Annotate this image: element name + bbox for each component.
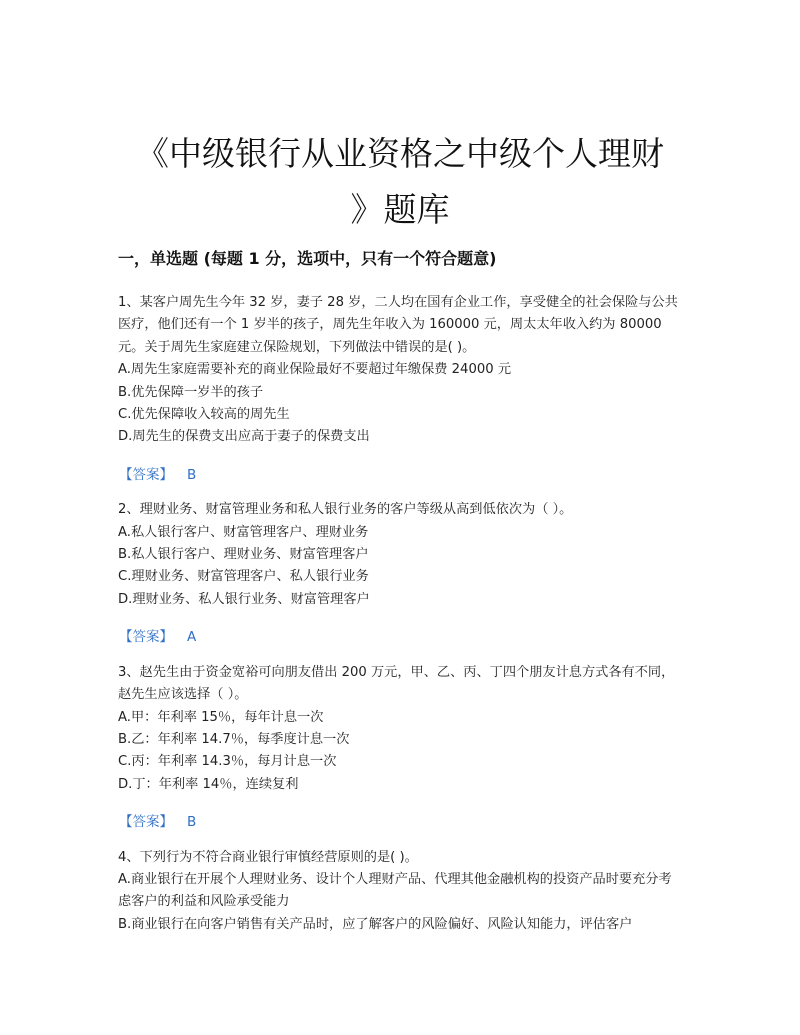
- question-stem: 4、下列行为不符合商业银行审慎经营原则的是( )。: [118, 849, 418, 865]
- question-stem: 1、某客户周先生今年 32 岁，妻子 28 岁，二人均在国有企业工作，享受健全的社会保险与公共医疗，他们还有一个 1 岁半的孩子，周先生年收入为 160000 元，周太太年收入约为 80000 元。关于周先生家庭建立保险规划，下列做法中错误的是( )。: [118, 295, 678, 355]
- answer-label: 【答案】: [119, 466, 173, 483]
- question-2: [118, 499, 682, 648]
- option-c: C.丙：年利率 14.3％，每月计息一次: [118, 754, 337, 770]
- option-c: C.理财业务、财富管理客户、私人银行业务: [118, 569, 369, 585]
- option-a: A.甲：年利率 15％，每年计息一次: [118, 709, 324, 725]
- option-b: B.优先保障一岁半的孩子: [118, 384, 264, 400]
- option-d: D.丁：年利率 14％，连续复利: [118, 776, 299, 792]
- option-b: B.商业银行在向客户销售有关产品时，应了解客户的风险偏好、风险认知能力，评估客户: [118, 916, 633, 932]
- question-1: [118, 292, 682, 486]
- answer-label: 【答案】: [119, 629, 173, 646]
- title-line-1: 《中级银行从业资格之中级个人理财: [136, 134, 664, 174]
- option-a: A.商业银行在开展个人理财业务、设计个人理财产品、代理其他金融机构的投资产品时要充分考虑客户的利益和风险承受能力: [118, 871, 672, 910]
- option-a: A.周先生家庭需要补充的商业保险最好不要超过年缴保费 24000 元: [118, 362, 512, 378]
- option-d: D.周先生的保费支出应高于妻子的保费支出: [118, 429, 370, 445]
- question-stem: 2、理财业务、财富管理业务和私人银行业务的客户等级从高到低依次为（ ）。: [118, 502, 573, 518]
- title-line-2: 》题库: [350, 190, 450, 230]
- answer-label: 【答案】: [119, 814, 173, 831]
- question-list: [118, 292, 682, 936]
- document-title: [100, 126, 700, 238]
- question-stem: 3、赵先生由于资金宽裕可向朋友借出 200 万元，甲、乙、丙、丁四个朋友计息方式各有不同，赵先生应该选择（ ）。: [118, 664, 675, 703]
- answer-line: [118, 626, 682, 648]
- answer-value: B: [187, 814, 197, 831]
- question-4: [118, 847, 682, 937]
- answer-value: A: [187, 629, 197, 646]
- option-b: B.乙：年利率 14.7％，每季度计息一次: [118, 731, 350, 747]
- option-c: C.优先保障收入较高的周先生: [118, 407, 290, 423]
- option-d: D.理财业务、私人银行业务、财富管理客户: [118, 591, 370, 607]
- question-3: [118, 662, 682, 834]
- answer-value: B: [187, 466, 197, 483]
- answer-line: [118, 811, 682, 833]
- option-b: B.私人银行客户、理财业务、财富管理客户: [118, 547, 369, 563]
- option-a: A.私人银行客户、财富管理客户、理财业务: [118, 524, 369, 540]
- answer-line: [118, 464, 682, 486]
- section-heading: 一，单选题 (每题 1 分，选项中，只有一个符合题意): [118, 249, 497, 268]
